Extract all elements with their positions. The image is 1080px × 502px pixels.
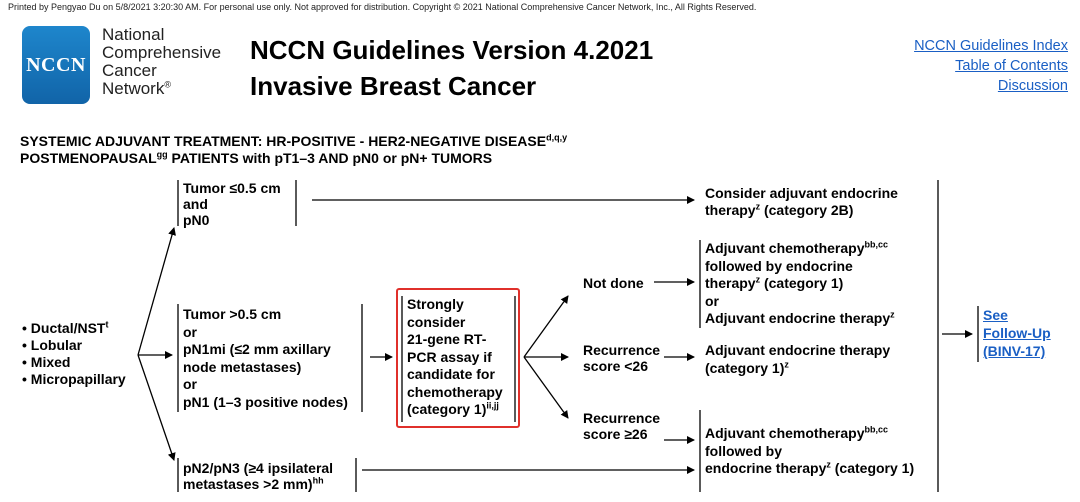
assay-line: 21-gene RT- xyxy=(407,331,487,347)
section-title-line-2b: PATIENTS with pT1–3 AND pN0 or pN+ TUMORS xyxy=(167,150,493,166)
table-of-contents-link[interactable]: Table of Contents xyxy=(955,58,1068,74)
list-item: • Micropapillary xyxy=(22,371,126,387)
treatment-endocrine-cat1 xyxy=(705,342,890,377)
discussion-link[interactable]: Discussion xyxy=(997,78,1068,94)
footnote-ref: t xyxy=(105,319,109,330)
treatment-line: or xyxy=(705,292,719,309)
footnote-ref: gg xyxy=(156,149,168,160)
footnote-ref: d,q,y xyxy=(546,132,568,143)
branch-line: or xyxy=(183,323,197,340)
histology-item: Ductal/NST xyxy=(30,320,106,336)
histology-item: Lobular xyxy=(30,337,83,353)
footnote-ref: hh xyxy=(312,475,324,486)
result-score-low xyxy=(583,342,660,374)
follow-up-link-line[interactable]: (BINV-17) xyxy=(983,343,1046,359)
treatment-line: Adjuvant endocrine therapy xyxy=(705,342,891,358)
list-item: • Lobular xyxy=(22,337,83,353)
section-title-line-2a: POSTMENOPAUSAL xyxy=(20,150,157,166)
footnote-ref: z xyxy=(784,358,789,369)
treatment-line: therapy xyxy=(705,275,756,291)
follow-up-link-line[interactable]: See xyxy=(983,307,1008,323)
result-line: Recurrence xyxy=(583,410,661,426)
footnote-ref: ii,jj xyxy=(486,400,499,411)
histology-item: Mixed xyxy=(30,354,71,370)
guidelines-index-link[interactable]: NCCN Guidelines Index xyxy=(914,38,1068,54)
histology-list xyxy=(22,320,126,388)
treatment-line: followed by endocrine xyxy=(705,257,853,274)
assay-line: PCR assay if xyxy=(407,348,492,365)
treatment-line: Consider adjuvant endocrine xyxy=(705,185,898,201)
branch-line: pN1 (1–3 positive nodes) xyxy=(183,393,348,410)
branch-mid-tumor xyxy=(183,306,348,411)
printed-note: Printed by Pengyao Du on 5/8/2021 3:20:30 AM. For personal use only. Not approved for distribution. Copyright © 2021 National Comprehensive Cancer Network, Inc., All Rights Reserved. xyxy=(8,2,757,12)
result-line: score ≥26 xyxy=(583,426,648,442)
org-line: National xyxy=(102,25,165,44)
histology-item: Micropapillary xyxy=(30,371,126,387)
result-score-high xyxy=(583,410,660,442)
org-line: Cancer xyxy=(102,61,157,80)
branch-line: node metastases) xyxy=(183,358,302,375)
assay-line: Strongly xyxy=(407,296,464,312)
result-not-done: Not done xyxy=(583,275,644,291)
treatment-line: (category 2B) xyxy=(760,202,854,218)
footnote-ref: bb,cc xyxy=(864,424,888,435)
title-line-2: Invasive Breast Cancer xyxy=(250,71,537,101)
branch-line: and xyxy=(183,196,208,212)
branch-line: pN0 xyxy=(183,212,210,228)
assay-line: chemotherapy xyxy=(407,383,503,400)
treatment-chemo-or-endocrine xyxy=(705,240,895,328)
org-line: Network xyxy=(102,79,165,98)
branch-line: or xyxy=(183,376,197,392)
footnote-ref: z xyxy=(826,459,831,470)
footnote-ref: z xyxy=(890,309,895,320)
assay-line: consider xyxy=(407,313,466,330)
treatment-line: (category 1) xyxy=(760,275,844,291)
treatment-line: Adjuvant endocrine therapy xyxy=(705,310,891,326)
treatment-line: followed by xyxy=(705,442,782,459)
treatment-line: (category 1) xyxy=(705,359,785,376)
result-line: score <26 xyxy=(583,358,648,374)
assay-line: candidate for xyxy=(407,366,495,382)
footnote-ref: bb,cc xyxy=(864,239,888,250)
org-line: Comprehensive xyxy=(102,43,222,62)
section-title-line-1: SYSTEMIC ADJUVANT TREATMENT: HR-POSITIVE - HER2-NEGATIVE DISEASE xyxy=(20,133,547,149)
treatment-line: (category 1) xyxy=(830,460,915,476)
follow-up-link-line[interactable]: Follow-Up xyxy=(983,325,1051,341)
branch-line: metastases >2 mm) xyxy=(183,476,313,492)
registered-mark: ® xyxy=(164,79,171,90)
treatment-endocrine-2b xyxy=(705,185,898,219)
treatment-line: endocrine therapy xyxy=(705,460,827,476)
branch-pn2-pn3 xyxy=(183,460,333,492)
footnote-ref: z xyxy=(755,274,761,285)
treatment-chemo-then-endocrine xyxy=(705,425,914,478)
branch-small-tumor xyxy=(183,180,281,228)
branch-line: Tumor ≤0.5 cm xyxy=(183,180,281,196)
assay-recommendation xyxy=(407,296,503,419)
list-item: • Mixed xyxy=(22,354,71,370)
result-line: Recurrence xyxy=(583,342,661,358)
treatment-line: Adjuvant chemotherapy xyxy=(705,240,865,256)
branch-line: pN2/pN3 (≥4 ipsilateral xyxy=(183,460,334,476)
treatment-line: therapy xyxy=(705,202,756,218)
branch-line: Tumor >0.5 cm xyxy=(183,306,282,322)
title-line-1: NCCN Guidelines Version 4.2021 xyxy=(250,35,654,65)
logo-text: NCCN xyxy=(26,53,86,76)
assay-line: (category 1) xyxy=(407,401,487,417)
branch-line: pN1mi (≤2 mm axillary xyxy=(183,341,331,357)
footnote-ref: z xyxy=(755,201,761,212)
follow-up-link[interactable] xyxy=(983,306,1051,360)
list-item: • Ductal/NST$^t$ xyxy=(22,319,109,336)
treatment-line: Adjuvant chemotherapy xyxy=(705,425,865,441)
